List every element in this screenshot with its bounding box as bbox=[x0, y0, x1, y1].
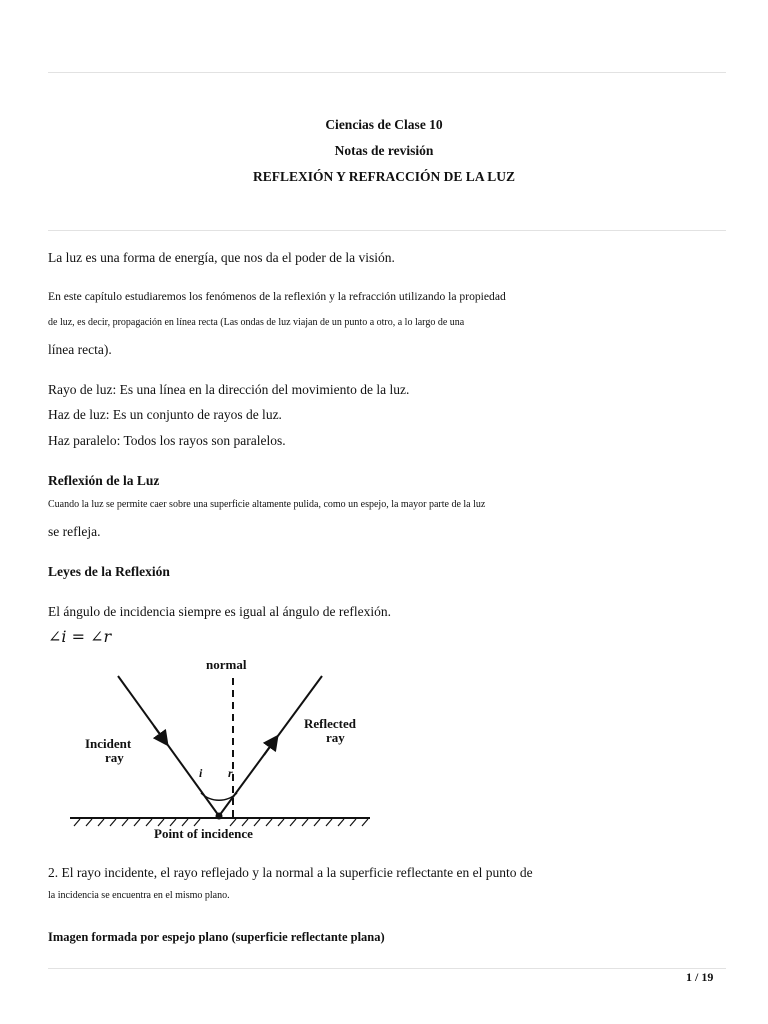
second-law-line-1: 2. El rayo incidente, el rayo reflejado y la normal a la superficie reflectante en el punto de bbox=[48, 865, 533, 880]
definition-parallel-beam: Haz paralelo: Todos los rayos son paralelos. bbox=[48, 433, 286, 448]
angle-r-label: r bbox=[228, 766, 233, 780]
reflection-heading: Reflexión de la Luz bbox=[48, 473, 160, 488]
reflection-diagram bbox=[60, 650, 380, 850]
course-title: Ciencias de Clase 10 bbox=[325, 117, 443, 132]
first-law-text: El ángulo de incidencia siempre es igual al ángulo de reflexión. bbox=[48, 604, 392, 619]
reflection-paragraph-line-2: se refleja. bbox=[48, 524, 101, 539]
plane-mirror-heading: Imagen formada por espejo plano (superficie reflectante plana) bbox=[48, 930, 385, 944]
footer-divider bbox=[48, 968, 726, 969]
reflected-ray-arrow bbox=[264, 741, 274, 755]
definition-light-ray: Rayo de luz: Es una línea en la dirección del movimiento de la luz. bbox=[48, 382, 410, 397]
chapter-paragraph-line-3: línea recta). bbox=[48, 342, 112, 357]
normal-label: normal bbox=[206, 657, 247, 672]
incident-label-line-1: Incident bbox=[85, 736, 132, 751]
top-divider bbox=[48, 72, 726, 73]
chapter-paragraph-line-1: En este capítulo estudiaremos los fenómenos de la reflexión y la refracción utilizando la propiedad bbox=[48, 290, 506, 303]
intro-paragraph: La luz es una forma de energía, que nos da el poder de la visión. bbox=[48, 250, 395, 265]
laws-heading: Leyes de la Reflexión bbox=[48, 564, 170, 579]
second-law-line-2: la incidencia se encuentra en el mismo plano. bbox=[48, 890, 230, 901]
point-of-incidence-label: Point of incidence bbox=[154, 826, 253, 841]
mirror-hatching bbox=[74, 819, 368, 826]
incident-label-line-2: ray bbox=[105, 750, 124, 765]
definition-light-beam: Haz de luz: Es un conjunto de rayos de luz. bbox=[48, 407, 282, 422]
reflected-label-line-2: ray bbox=[326, 730, 345, 745]
chapter-paragraph-line-2: de luz, es decir, propagación en línea recta (Las ondas de luz viajan de un punto a otro, a lo largo de una bbox=[48, 317, 465, 328]
incidence-point bbox=[216, 813, 223, 820]
page-indicator: 1 / 19 bbox=[686, 970, 714, 984]
chapter-title: REFLEXIÓN Y REFRACCIÓN DE LA LUZ bbox=[253, 169, 515, 184]
angle-equality-formula: ∠i = ∠r bbox=[48, 627, 112, 646]
angle-i-label: i bbox=[199, 766, 203, 780]
notes-subtitle: Notas de revisión bbox=[334, 143, 434, 158]
reflected-label-line-1: Reflected bbox=[304, 716, 356, 731]
reflection-paragraph-line-1: Cuando la luz se permite caer sobre una superficie altamente pulida, como un espejo, la mayor parte de la luz bbox=[48, 499, 486, 510]
header-divider bbox=[48, 230, 726, 231]
incident-ray-arrow bbox=[154, 726, 164, 740]
